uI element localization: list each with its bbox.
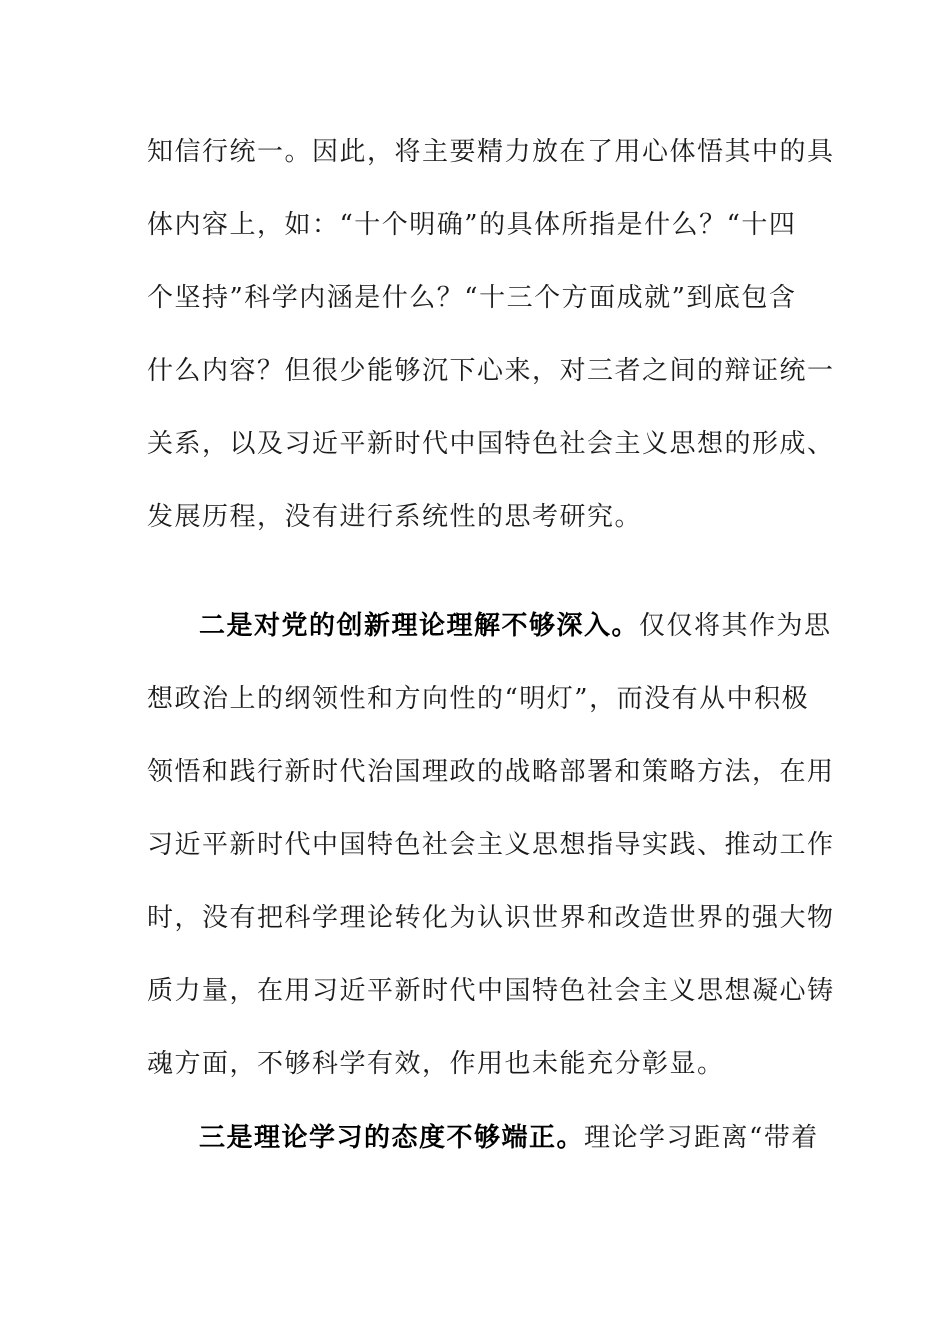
paragraph-first-line	[147, 590, 832, 663]
paragraph-line: 发展历程，没有进行系统性的思考研究。	[147, 502, 643, 532]
paragraph-text: 仅仅将其作为思	[639, 611, 832, 641]
paragraph-continued	[147, 116, 835, 554]
paragraph-line: 想政治上的纲领性和方向性的“明灯”，而没有从中积极	[147, 684, 810, 714]
paragraph-text: 理论学习距离“带着	[584, 1123, 819, 1153]
paragraph-line: 体内容上，如：“十个明确”的具体所指是什么？“十四	[147, 210, 797, 240]
paragraph-line: 关系，以及习近平新时代中国特色社会主义思想的形成、	[147, 429, 835, 459]
paragraph-line: 质力量，在用习近平新时代中国特色社会主义思想凝心铸	[147, 976, 835, 1006]
paragraph-line: 习近平新时代中国特色社会主义思想指导实践、推动工作	[147, 830, 835, 860]
paragraph-first-line	[147, 1102, 819, 1175]
paragraph-line: 知信行统一。因此，将主要精力放在了用心体悟其中的具	[147, 137, 835, 167]
paragraph-line: 个坚持”科学内涵是什么？“十三个方面成就”到底包含	[147, 283, 797, 313]
paragraph-point-three	[147, 1102, 819, 1175]
point-heading: 三是理论学习的态度不够端正。	[199, 1123, 585, 1153]
paragraph-line: 什么内容？但很少能够沉下心来，对三者之间的辩证统一	[147, 356, 835, 386]
point-heading: 二是对党的创新理论理解不够深入。	[199, 611, 640, 641]
paragraph-line: 魂方面，不够科学有效，作用也未能充分彰显。	[147, 1049, 725, 1079]
paragraph-line: 领悟和践行新时代治国理政的战略部署和策略方法，在用	[147, 757, 835, 787]
paragraph-point-two	[147, 590, 835, 1101]
paragraph-line: 时，没有把科学理论转化为认识世界和改造世界的强大物	[147, 903, 835, 933]
